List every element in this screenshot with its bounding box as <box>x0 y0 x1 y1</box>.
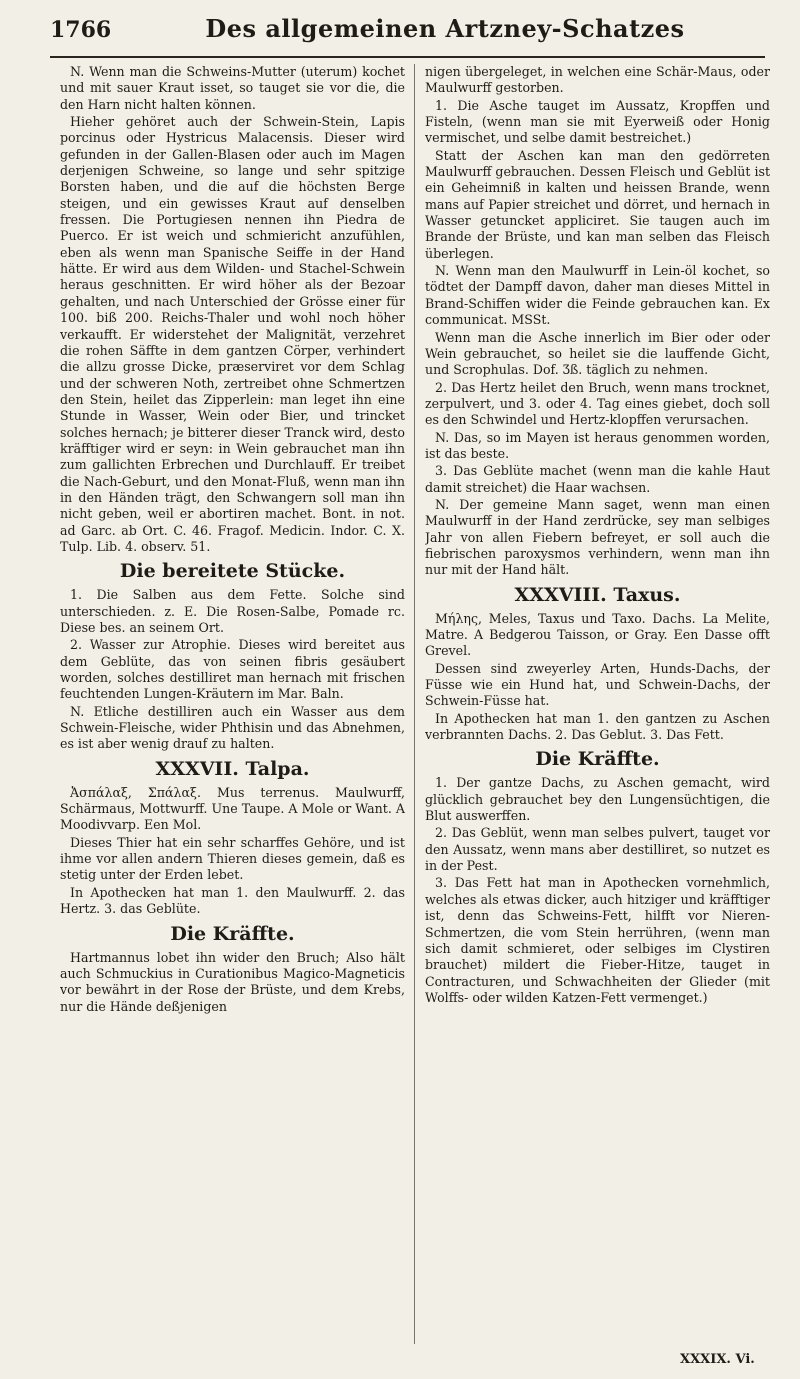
left-paragraph: N. Etliche destilliren auch ein Wasser aus dem Schwein-Fleische, wider Phthisin und das Abnehmen, es ist aber wenig drauf zu halten. <box>60 703 405 752</box>
right-paragraph: In Apothecken hat man 1. den gantzen zu Aschen verbrannten Dachs. 2. Das Geblut. 3. Das Fett. <box>425 710 770 743</box>
right-paragraph: N. Der gemeine Mann saget, wenn man einen Maulwurff in der Hand zerdrücke, sey man selbiges Jahr von allen Fiebern befreyet, er soll auch die fiebrischen paroxysmos verhindern, wenn man ihn nur mit der Hand hält. <box>425 496 770 578</box>
running-title: Des allgemeinen Artzney-Schatzes <box>205 14 685 43</box>
left-paragraph: 2. Wasser zur Atrophie. Dieses wird bereitet aus dem Geblüte, das von seinen fibris gesäubert worden, solches destilliret man hernach mit frischen feuchtenden Lungen-Kräutern im Mar. Baln. <box>60 637 405 702</box>
right-paragraph: Statt der Aschen kan man den gedörreten Maulwurff gebrauchen. Dessen Fleisch und Geblüt ist ein Geheimniß in kalten und heissen Brande, wenn mans auf Papier streichet und dörret, und hernach in Wasser getuncket appliciret. Sie taugen auch im Brande der Brüste, und kan man selben das Fleisch überlegen. <box>425 147 770 261</box>
left-paragraph: 1. Die Salben aus dem Fette. Solche sind unterschieden. z. E. Die Rosen-Salbe, Pomade rc. Diese bes. an seinem Ort. <box>60 587 405 635</box>
right-paragraph: Dessen sind zweyerley Arten, Hunds-Dachs, der Füsse wie ein Hund hat, und Schwein-Dachs, der Schwein-Füsse hat. <box>425 660 770 709</box>
left-paragraph: Hartmannus lobet ihn wider den Bruch; Also hält auch Schmuckius in Curationibus Magico-Magneticis vor bewährt in der Rose der Brüste, und dem Krebs, nur die Hände deßjenigen <box>60 949 405 1014</box>
left-heading: Die bereitete Stücke. <box>119 560 346 583</box>
right-paragraph: 3. Das Fett hat man in Apothecken vornehmlich, welches als etwas dicker, auch hitziger und kräfftiger ist, denn das Schweins-Fett, hilfft vor Nieren-Schmertzen, die vom Stein herrühren, (wenn man sich damit schmieret, oder selbiges im Clystiren brauchet) mildert die Fieber-Hitze, tauget in Contracturen, und Schwachheiten der Glieder (mit Wolffs- oder wilden Katzen-Fett vermenget.) <box>425 875 770 1005</box>
left-paragraph: Dieses Thier hat ein sehr scharffes Gehöre, und ist ihme vor allen andern Thieren dieses gemein, daß es stetig unter der Erden lebet. <box>60 834 405 883</box>
left-paragraph: Ἀσπάλαξ, Σπάλαξ. Mus terrenus. Maulwurff, Schärmaus, Mottwurff. Une Taupe. A Mole or Want. A Moodivvarp. Een Mol. <box>60 784 405 833</box>
right-paragraph: N. Das, so im Mayen ist heraus genommen worden, ist das beste. <box>425 429 770 461</box>
right-paragraph: 3. Das Geblüte machet (wenn man die kahle Haut damit streichet) die Haar wachsen. <box>425 463 770 495</box>
right-heading: XXXVIII. Taxus. <box>514 583 681 606</box>
right-paragraph: nigen übergeleget, in welchen eine Schär-Maus, oder Maulwurff gestorben. <box>425 64 770 96</box>
right-paragraph: N. Wenn man den Maulwurff in Lein-öl kochet, so tödtet der Dampff davon, daher man dieses Mittel in Brand-Schiffen wider die Feinde gebrauchen kan. Ex communicat. MSSt. <box>425 263 770 328</box>
header-rule <box>50 56 765 58</box>
catchword: XXXIX. Vi. <box>680 1352 755 1367</box>
right-paragraph: Wenn man die Asche innerlich im Bier oder oder Wein gebrauchet, so heilet sie die lauffende Gicht, und Scrophulas. Dof. Ʒß. täglich zu nehmen. <box>425 329 770 378</box>
right-paragraph: 2. Das Geblüt, wenn man selbes pulvert, tauget vor den Aussatz, wenn mans aber destilliret, so nutzet es in der Pest. <box>425 825 770 874</box>
left-heading: XXXVII. Talpa. <box>155 757 310 780</box>
column-divider <box>414 64 415 1344</box>
right-column <box>425 64 770 1354</box>
left-paragraph: In Apothecken hat man 1. den Maulwurff. 2. das Hertz. 3. das Geblüte. <box>60 884 405 917</box>
left-heading: Die Kräffte. <box>170 922 295 945</box>
right-paragraph: 1. Der gantze Dachs, zu Aschen gemacht, wird glücklich gebrauchet bey den Lungensüchtigen, die Blut auswerffen. <box>425 775 770 824</box>
page-number: 1766 <box>50 17 112 43</box>
right-heading: Die Kräffte. <box>535 748 660 771</box>
right-paragraph: 1. Die Asche tauget im Aussatz, Kropffen und Fisteln, (wenn man sie mit Eyerweiß oder Honig vermischet, und selbe damit bestreichet.) <box>425 97 770 146</box>
right-paragraph: Μήλης, Meles, Taxus und Taxo. Dachs. La Melite, Matre. A Bedgerou Taisson, or Gray. Een Dasse offt Grevel. <box>425 610 770 659</box>
right-paragraph: 2. Das Hertz heilet den Bruch, wenn mans trocknet, zerpulvert, und 3. oder 4. Tag eines giebet, doch soll es den Schwindel und Hertz-klopffen verursachen. <box>425 379 770 428</box>
left-paragraph: Hieher gehöret auch der Schwein-Stein, Lapis porcinus oder Hystricus Malacensis. Dieser wird gefunden in der Gallen-Blasen oder auch im Magen derjenigen Schweine, so lange und sehr spitzige Borsten haben, und die auf die höchsten Berge steigen, und ein gewisses Kraut auf denselben fressen. Die Portugiesen nennen ihn Piedra de Puerco. Er ist weich und schmiericht anzufühlen, eben als wenn man Spanische Seiffe in der Hand hätte. Er wird aus dem Wilden- und Stachel-Schwein heraus geschnitten. Er wird höher als der Bezoar gehalten, und nach Unterschied der Grösse einer für 100. biß 200. Reichs-Thaler und wohl noch höher verkaufft. Er widerstehet der Malignität, verzehret die rohen Säffte in dem gantzen Cörper, verhindert die allzu grosse Dicke, præserviret vor dem Schlag und der schweren Noth, zertreibet ohne Schmertzen den Stein, heilet das Zipperlein: man leget ihn eine Stunde in Wasser, Wein oder Bier, und trincket solches hernach; je bitterer dieser Tranck wird, desto kräfftiger wird er seyn: in Wein gebrauchet man ihn zum gallichten Erbrechen und Durchlauff. Er treibet die Nach-Geburt, und den Monat-Fluß, wenn man ihn in den Händen trägt, den Schwangern soll man ihn nicht geben, weil er abortiren machet. Bont. in not. ad Garc. ab Ort. C. 46. Fragof. Medicin. Indor. C. X. Tulp. Lib. 4. observ. 51. <box>60 114 405 554</box>
left-paragraph: N. Wenn man die Schweins-Mutter (uterum) kochet und mit sauer Kraut isset, so tauget sie vor die, die den Harn nicht halten können. <box>60 64 405 112</box>
page-header <box>50 14 760 54</box>
left-column <box>60 64 405 1354</box>
